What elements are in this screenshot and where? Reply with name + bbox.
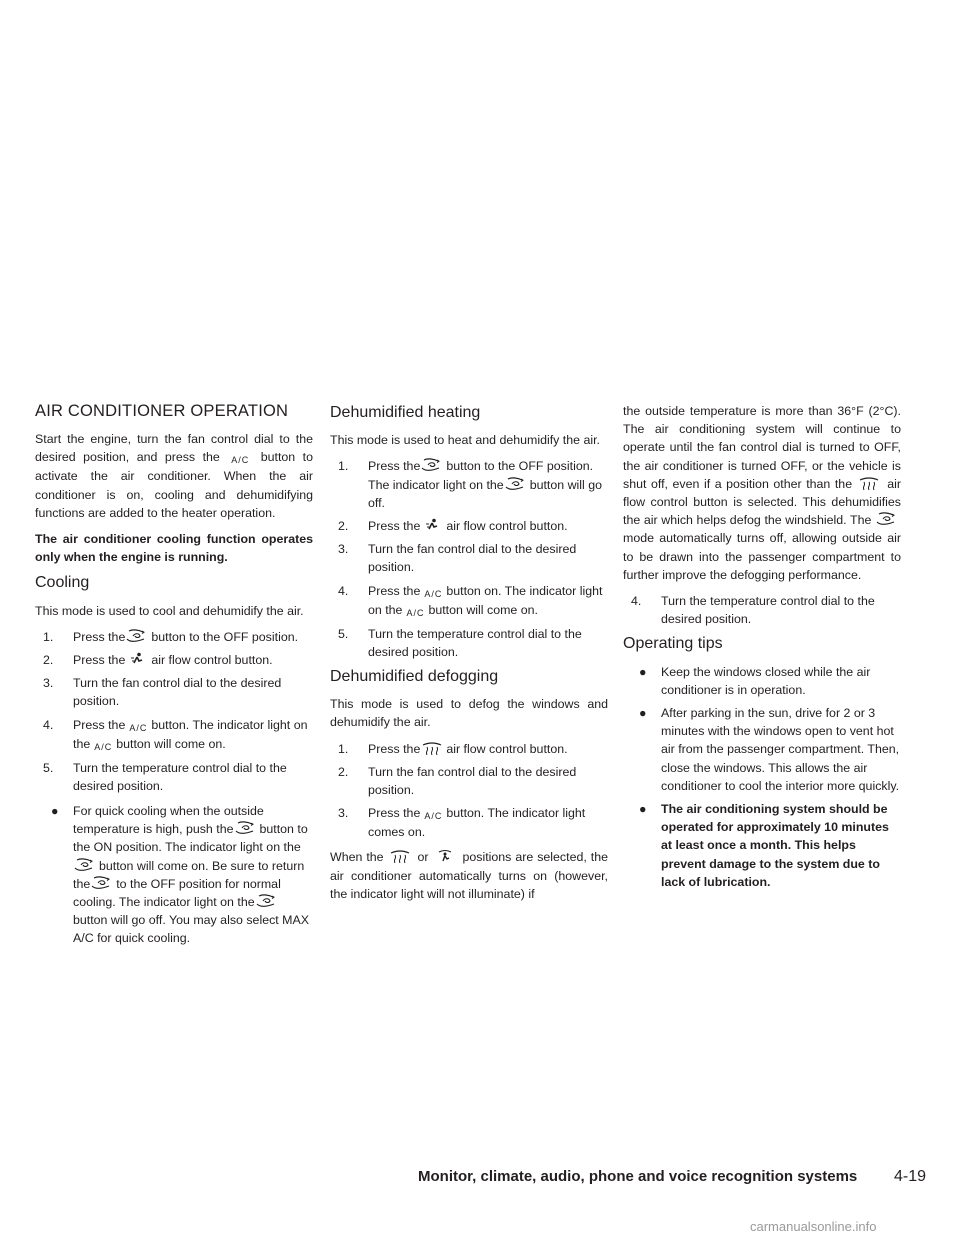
list-item xyxy=(623,704,901,795)
defogging-steps-continued xyxy=(623,592,901,628)
step-text: button to the OFF position. The indicator light on the xyxy=(368,459,594,492)
list-item xyxy=(330,763,608,799)
step-text: Press the xyxy=(368,459,421,474)
list-item xyxy=(330,517,608,535)
paragraph-text: or xyxy=(417,850,429,865)
list-item xyxy=(330,457,608,512)
cooling-steps xyxy=(35,628,313,795)
step-text: Press the xyxy=(368,741,421,756)
step-number: 4. xyxy=(43,717,54,732)
list-item xyxy=(330,740,608,758)
bullet-icon: ● xyxy=(639,706,647,721)
recirculation-icon xyxy=(875,512,901,526)
step-number: 4. xyxy=(338,583,349,598)
page-heading: AIR CONDITIONER OPERATION xyxy=(35,402,289,420)
step-text: Turn the fan control dial to the desired position. xyxy=(368,542,577,575)
ac-button-icon: A/C xyxy=(424,811,443,822)
recirculation-icon xyxy=(420,458,446,472)
step-text: Press the xyxy=(73,717,126,732)
step-number: 3. xyxy=(338,806,349,821)
vent-mode-icon xyxy=(125,652,151,666)
tip-text: After parking in the sun, drive for 2 or 3 minutes with the windows open to vent hot air from the passenger compartment. Then, close the windows. This allows the air conditioner to cool the interior more quickly. xyxy=(661,706,900,793)
dehumidified-defogging-description: This mode is used to defog the windows and dehumidify the air. xyxy=(330,697,608,730)
dehumidified-heating-steps xyxy=(330,457,608,661)
recirculation-icon xyxy=(234,821,260,835)
list-item xyxy=(623,663,901,699)
watermark: carmanualsonline.info xyxy=(750,1219,877,1234)
paragraph-text: When the xyxy=(330,850,384,865)
operating-tips-heading: Operating tips xyxy=(623,635,723,653)
paragraph-text: positions are selected, the air conditioner automatically turns on (however, the indicator light will not illuminate) if xyxy=(330,850,608,901)
list-item xyxy=(330,540,608,576)
bullet-icon: ● xyxy=(639,802,647,817)
step-text: Turn the temperature control dial to the desired position. xyxy=(73,760,287,793)
step-text: Turn the temperature control dial to the desired position. xyxy=(661,594,875,627)
recirculation-icon xyxy=(255,894,281,908)
recirculation-icon xyxy=(73,858,99,872)
step-text: Turn the temperature control dial to the desired position. xyxy=(368,626,582,659)
operating-tips-list xyxy=(623,663,901,891)
list-item xyxy=(330,582,608,620)
step-text: Turn the fan control dial to the desired position. xyxy=(368,764,577,798)
step-number: 2. xyxy=(338,764,349,779)
step-number: 5. xyxy=(43,760,54,775)
section-title: Monitor, climate, audio, phone and voice recognition systems xyxy=(418,1168,858,1185)
cooling-bullets xyxy=(35,802,313,948)
ac-button-icon: A/C xyxy=(406,607,425,618)
dehumidified-defogging-heading: Dehumidified defogging xyxy=(330,668,499,686)
step-number: 2. xyxy=(43,653,54,668)
ac-button-icon: A/C xyxy=(231,455,250,466)
step-text: button. The indicator light on the xyxy=(73,717,308,751)
tip-text: The air conditioning system should be operated for approximately 10 minutes at least once a month. This helps prevent damage to the system due to lack of lubrication. xyxy=(661,802,889,889)
floor-defrost-icon xyxy=(433,849,459,863)
step-text: Press the xyxy=(73,629,126,644)
step-number: 5. xyxy=(338,626,349,641)
step-number: 1. xyxy=(43,629,54,644)
step-number: 3. xyxy=(43,676,54,691)
step-text: Press the xyxy=(73,653,126,668)
step-text: air flow control button. xyxy=(151,653,273,668)
list-item xyxy=(623,800,901,891)
paragraph-text: air flow control button is selected. This dehumidifies the air which helps defog the windshield. The xyxy=(623,476,901,528)
list-item xyxy=(35,759,313,795)
list-item xyxy=(330,625,608,661)
step-text: Press the xyxy=(368,806,421,821)
floor-mode-icon xyxy=(420,518,446,532)
step-text: button to the OFF position. xyxy=(151,629,299,644)
bullet-icon: ● xyxy=(51,804,59,819)
bullet-icon: ● xyxy=(639,664,647,679)
bullet-text: button to the ON position. The indicator light on the xyxy=(73,822,308,855)
bullet-text: For quick cooling when the outside temperature is high, push the xyxy=(73,804,264,837)
intro-text-a: Start the engine, turn the fan control dial to the desired position, and press the xyxy=(35,432,313,465)
recirculation-icon xyxy=(504,477,530,491)
paragraph-text: the outside temperature is more than 36°F (2°C). The air conditioning system will continue to operate until the fan control dial is turned to OFF, the air conditioner is turned OFF, or the vehicle is shut off, even if a position other than the xyxy=(623,404,901,491)
cooling-description: This mode is used to cool and dehumidify the air. xyxy=(35,603,304,618)
step-number: 4. xyxy=(631,594,642,609)
column-right xyxy=(623,402,901,898)
step-text: button. The indicator light comes on. xyxy=(368,806,586,840)
bullet-text: button will come on. Be sure to return the xyxy=(73,858,305,891)
list-item xyxy=(35,802,313,948)
step-text: Press the xyxy=(368,583,421,598)
column-middle xyxy=(330,398,608,911)
step-text: air flow control button. xyxy=(446,519,568,534)
list-item xyxy=(35,674,313,710)
step-text: button on. The indicator light on the xyxy=(368,583,603,617)
step-text: Press the xyxy=(368,519,421,534)
paragraph-text: mode automatically turns off, allowing outside air to be drawn into the passenger compartment to further improve the defogging performance. xyxy=(623,531,901,582)
defrost-icon xyxy=(857,476,883,490)
ac-button-icon: A/C xyxy=(129,722,148,733)
cooling-heading: Cooling xyxy=(35,574,90,592)
recirculation-icon xyxy=(125,629,151,643)
defrost-icon xyxy=(420,741,446,755)
auto-ac-paragraph xyxy=(330,848,608,903)
defrost-icon xyxy=(388,849,414,863)
intro-paragraph xyxy=(35,430,313,522)
step-text: button will come on. xyxy=(116,736,226,751)
intro-text-b: button to activate the air conditioner. When the air conditioner is on, cooling and dehumidifying functions are added to the heater operation. xyxy=(35,450,313,520)
column-left xyxy=(35,398,313,955)
list-item xyxy=(35,628,313,646)
defog-continuation-paragraph xyxy=(623,402,901,584)
step-text: button will go off. xyxy=(368,477,603,510)
page-number: 4-19 xyxy=(893,1168,926,1185)
tip-text: Keep the windows closed while the air conditioner is in operation. xyxy=(661,664,871,697)
bullet-text: button will go off. You may also select MAX A/C for quick cooling. xyxy=(73,913,310,946)
ac-button-icon: A/C xyxy=(424,588,443,599)
dehumidified-heating-heading: Dehumidified heating xyxy=(330,404,481,421)
bullet-text: to the OFF position for normal cooling. The indicator light on the xyxy=(73,876,281,910)
list-item xyxy=(35,716,313,754)
step-text: button will come on. xyxy=(428,602,538,617)
list-item xyxy=(623,592,901,628)
step-number: 2. xyxy=(338,519,349,534)
step-number: 1. xyxy=(338,459,349,474)
page-footer xyxy=(418,1168,926,1185)
recirculation-icon xyxy=(90,876,116,890)
dehumidified-defogging-steps xyxy=(330,740,608,842)
step-text: Turn the fan control dial to the desired position. xyxy=(73,676,282,709)
list-item xyxy=(330,804,608,841)
step-text: air flow control button. xyxy=(446,741,568,756)
list-item xyxy=(35,651,313,669)
step-number: 3. xyxy=(338,542,349,557)
dehumidified-heating-description: This mode is used to heat and dehumidify the air. xyxy=(330,433,600,448)
engine-warning: The air conditioner cooling function operates only when the engine is running. xyxy=(35,532,313,565)
step-number: 1. xyxy=(338,741,349,756)
ac-button-icon: A/C xyxy=(94,741,113,752)
